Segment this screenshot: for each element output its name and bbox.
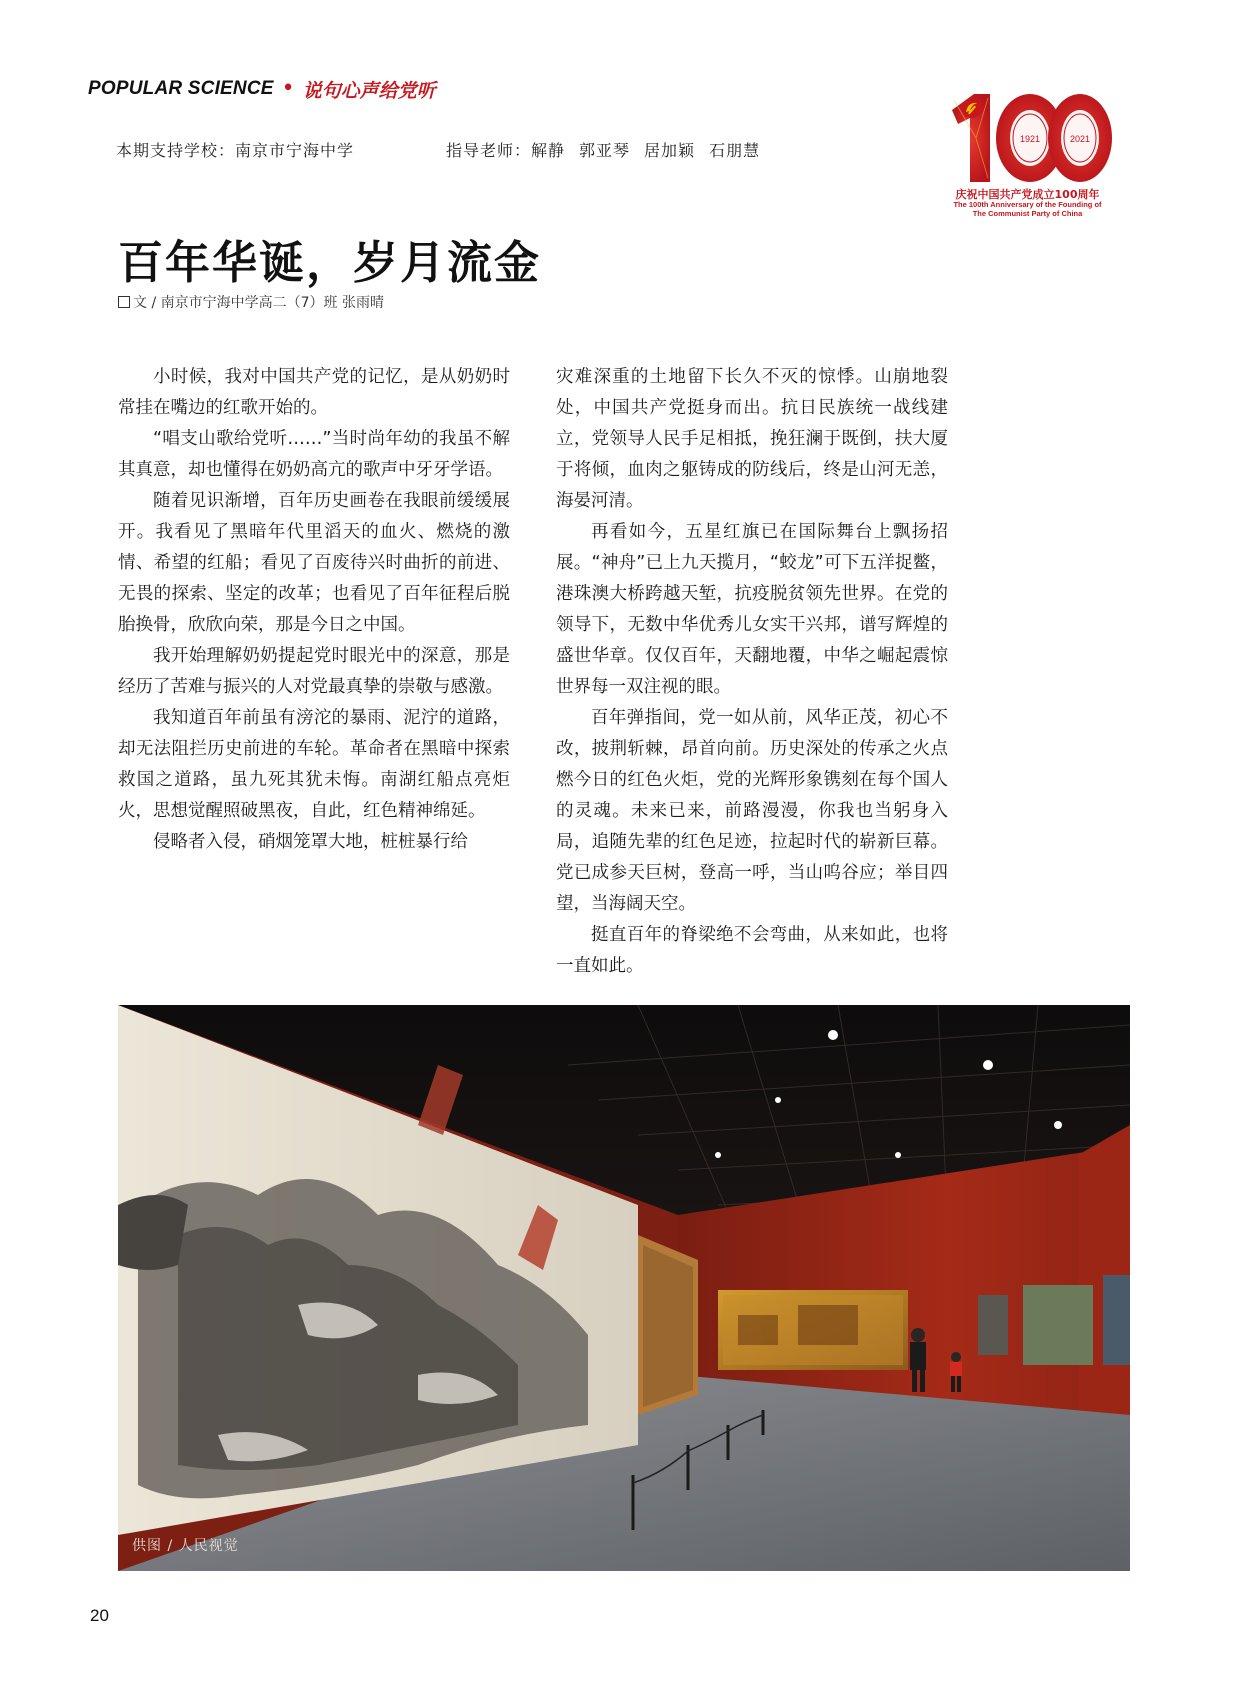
section-name-en: POPULAR SCIENCE (88, 78, 274, 99)
paragraph: 随着见识渐增，百年历史画卷在我眼前缓缓展开。我看见了黑暗年代里滔天的血火、燃烧的激情、希望的红船；看见了百废待兴时曲折的前进、无畏的探索、坚定的改革；也看见了百年征程后脱胎换骨，欣欣向荣，那是今日之中国。 (118, 491, 510, 635)
logo-caption-cn: 庆祝中国共产党成立100周年 (955, 188, 1100, 201)
right-column (556, 362, 948, 982)
paragraph: 挺直百年的脊梁绝不会弯曲，从来如此，也将一直如此。 (556, 925, 948, 976)
byline-text: 文 / 南京市宁海中学高二（7）班 张雨晴 (133, 295, 384, 311)
left-column (118, 362, 510, 858)
paragraph: “唱支山歌给党听……”当时尚年幼的我虽不解其真意，却也懂得在奶奶高亢的歌声中牙牙学语。 (118, 429, 510, 480)
section-header (88, 76, 436, 102)
teachers-label: 指导老师： (446, 141, 532, 160)
paragraph: 侵略者入侵，硝烟笼罩大地，桩桩暴行给 (153, 832, 468, 852)
year-end: 2021 (1069, 134, 1091, 144)
paragraph: 再看如今，五星红旗已在国际舞台上飘扬招展。“神舟”已上九天揽月，“蛟龙”可下五洋捉鳖，港珠澳大桥跨越天堑，抗疫脱贫领先世界。在党的领导下，无数中华优秀儿女实干兴邦，谱写辉煌的盛世华章。仅仅百年，天翻地覆，中华之崛起震惊世界每一双注视的眼。 (556, 522, 948, 697)
teacher-name: 郭亚琴 (579, 141, 631, 160)
year-start: 1921 (1019, 134, 1041, 144)
paragraph: 我知道百年前虽有滂沱的暴雨、泥泞的道路，却无法阻拦历史前进的车轮。革命者在黑暗中探索救国之道路，虽九死其犹未悔。南湖红船点亮炬火，思想觉醒照破黑夜，自此，红色精神绵延。 (118, 708, 510, 821)
paragraph: 小时候，我对中国共产党的记忆，是从奶奶时常挂在嘴边的红歌开始的。 (118, 367, 510, 418)
gallery-photo (118, 1005, 1130, 1571)
teacher-name: 石朋慧 (709, 141, 761, 160)
section-separator: • (281, 76, 295, 101)
logo-caption-en (930, 200, 1125, 218)
hammer-sickle-icon (962, 98, 982, 118)
byline (118, 292, 384, 312)
article-title: 百年华诞，岁月流金 (118, 236, 542, 289)
section-name-cn: 说句心声给党听 (302, 79, 436, 102)
teacher-name: 居加颖 (644, 141, 696, 160)
logo-caption-en-line1: The 100th Anniversary of the Founding of (953, 200, 1102, 209)
photo-credit: 供图 / 人民视觉 (132, 1538, 239, 1554)
paragraph: 我开始理解奶奶提起党时眼光中的深意，那是经历了苦难与振兴的人对党最真挚的崇敬与感激。 (118, 646, 510, 697)
logo-caption-en-line2: The Communist Party of China (972, 209, 1083, 218)
byline-box-icon (118, 296, 130, 308)
paragraph: 百年弹指间，党一如从前，风华正茂，初心不改，披荆斩棘，昂首向前。历史深处的传承之火点燃今日的红色火炬，党的光辉形象镌刻在每个国人的灵魂。未来已来，前路漫漫，你我也当躬身入局，追随先辈的红色足迹，拉起时代的崭新巨幕。党已成参天巨树，登高一呼，当山呜谷应；举目四望，当海阔天空。 (556, 708, 948, 914)
paragraph-continued: 灾难深重的土地留下长久不灭的惊悸。山崩地裂处，中国共产党挺身而出。抗日民族统一战线建立，党领导人民手足相抵，挽狂澜于既倒，扶大厦于将倾，血肉之躯铸成的防线后，终是山河无恙，海晏河清。 (556, 367, 948, 511)
teachers-line (446, 138, 774, 161)
page-number: 20 (90, 1606, 109, 1625)
support-school: 本期支持学校：南京市宁海中学 (116, 141, 355, 160)
teacher-name: 解静 (531, 141, 566, 160)
